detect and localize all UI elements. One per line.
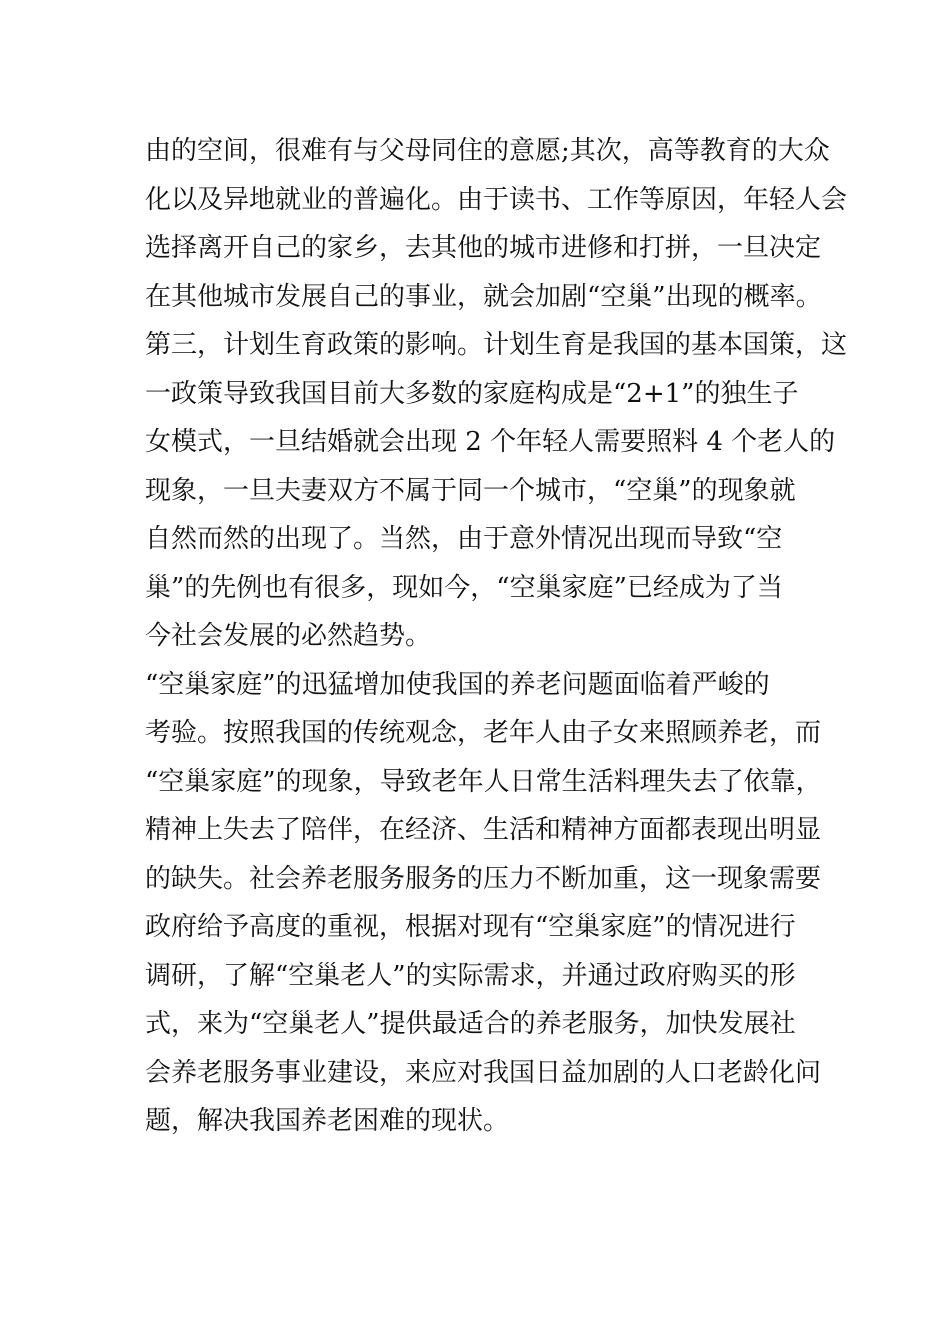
text-line: 精神上失去了陪伴，在经济、生活和精神方面都表现出明显 <box>145 815 822 845</box>
text-line: 由的空间，很难有与父母同住的意愿;其次，高等教育的大众 <box>145 136 830 166</box>
text-line: 式，来为“空巢老人”提供最适合的养老服务，加快发展社 <box>145 1009 796 1039</box>
text-line: 现象，一旦夫妻双方不属于同一个城市，“空巢”的现象就 <box>145 475 796 506</box>
text-line: 女模式，一旦结婚就会出现 2 个年轻人需要照料 4 个老人的 <box>145 427 836 457</box>
text-line: 今社会发展的必然趋势。 <box>145 621 432 651</box>
text-line: 第三，计划生育政策的影响。计划生育是我国的基本国策，这 <box>145 330 848 360</box>
text-line: “空巢家庭”的现象，导致老年人日常生活料理失去了依靠， <box>145 766 822 797</box>
text-line: 的缺失。社会养老服务服务的压力不断加重，这一现象需要 <box>145 863 822 894</box>
text-line: 考验。按照我国的传统观念，老年人由子女来照顾养老，而 <box>145 718 822 748</box>
text-line: 政府给予高度的重视，根据对现有“空巢家庭”的情况进行 <box>145 912 796 942</box>
text-line: 自然而然的出现了。当然，由于意外情况出现而导致“空 <box>145 524 783 554</box>
text-line: “空巢家庭”的迅猛增加使我国的养老问题面临着严峻的 <box>145 669 770 700</box>
text-line: 化以及异地就业的普遍化。由于读书、工作等原因，年轻人会 <box>145 184 848 215</box>
body-text <box>145 127 848 1146</box>
text-line: 在其他城市发展自己的事业，就会加剧“空巢”出现的概率。 <box>145 281 822 312</box>
text-line: 选择离开自己的家乡，去其他的城市进修和打拼，一旦决定 <box>145 233 822 263</box>
text-line: 巢”的先例也有很多，现如今，“空巢家庭”已经成为了当 <box>145 572 783 603</box>
text-line: 一政策导致我国目前大多数的家庭构成是“2+1”的独生子 <box>145 378 799 409</box>
text-line: 会养老服务事业建设，来应对我国日益加剧的人口老龄化问 <box>145 1057 822 1088</box>
text-line: 调研，了解“空巢老人”的实际需求，并通过政府购买的形 <box>145 960 796 991</box>
text-line: 题，解决我国养老困难的现状。 <box>145 1106 510 1136</box>
